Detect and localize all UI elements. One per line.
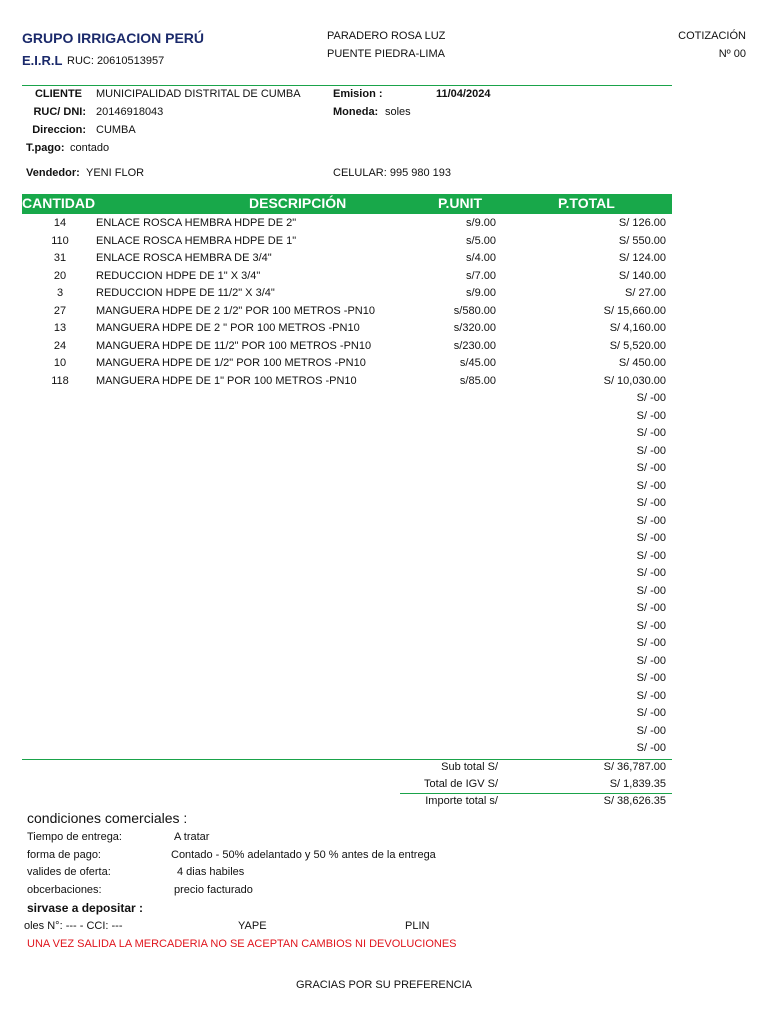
validez-value: 4 dias habiles (177, 866, 245, 878)
total-cell: S/ 550.00 (618, 234, 666, 247)
table-row (22, 444, 672, 462)
col-cantidad: CANTIDAD (22, 195, 96, 211)
table-row (22, 636, 672, 654)
document-number: Nº 00 (718, 48, 746, 60)
moneda-value: soles (385, 106, 411, 118)
tpago-label: T.pago: (26, 142, 65, 154)
conditions-title: condiciones comerciales : (27, 810, 188, 826)
table-row (22, 391, 672, 409)
table-row (22, 496, 672, 514)
total-cell: S/ 450.00 (618, 357, 666, 369)
description-cell: MANGUERA HDPE DE 1" POR 100 METROS -PN10 (96, 374, 357, 387)
total-cell: S/ -00 (636, 707, 666, 719)
total-cell: S/ 4,160.00 (609, 322, 666, 334)
qty-cell: 118 (51, 374, 69, 387)
total-cell: S/ -00 (636, 479, 666, 492)
qty-cell: 24 (53, 339, 67, 352)
table-row (22, 374, 672, 392)
total-cell: S/ -00 (636, 444, 666, 457)
total-cell: S/ 10,030.00 (603, 374, 666, 387)
description-cell: MANGUERA HDPE DE 1/2" POR 100 METROS -PN10 (96, 357, 366, 369)
col-descripcion: DESCRIPCIÓN (249, 195, 347, 211)
table-row (22, 409, 672, 427)
table-row (22, 251, 672, 269)
col-ptotal: P.TOTAL (558, 195, 615, 211)
moneda-label: Moneda: (333, 106, 379, 118)
observaciones-value: precio facturado (174, 884, 253, 896)
table-row (22, 584, 672, 602)
table-row (22, 531, 672, 549)
table-row (22, 619, 672, 637)
description-cell: REDUCCION HDPE DE 11/2" X 3/4" (96, 287, 275, 299)
col-punit: P.UNIT (438, 195, 483, 211)
table-row (22, 426, 672, 444)
unit-price-cell: s/9.00 (466, 287, 496, 299)
table-row (22, 689, 672, 707)
igv-value: S/ 1,839.35 (609, 778, 666, 790)
total-cell: S/ 15,660.00 (603, 304, 666, 317)
qty-cell: 20 (53, 269, 67, 282)
description-cell: MANGUERA HDPE DE 11/2" POR 100 METROS -PN10 (96, 339, 372, 352)
emision-value: 11/04/2024 (436, 88, 491, 100)
totals-divider (400, 793, 672, 794)
tiempo-value: A tratar (174, 831, 210, 843)
total-cell: S/ -00 (636, 392, 666, 404)
description-cell: MANGUERA HDPE DE 2 " POR 100 METROS -PN10 (96, 322, 360, 334)
description-cell: MANGUERA HDPE DE 2 1/2" POR 100 METROS -PN10 (96, 304, 375, 317)
unit-price-cell: s/9.00 (466, 217, 496, 229)
total-cell: S/ -00 (636, 654, 666, 667)
forma-pago-value: Contado - 50% adelantado y 50 % antes de la entrega (171, 849, 436, 861)
unit-price-cell: s/45.00 (459, 357, 496, 369)
total-cell: S/ -00 (636, 409, 666, 422)
total-cell: S/ 27.00 (625, 287, 666, 299)
total-cell: S/ -00 (636, 724, 666, 737)
table-row (22, 601, 672, 619)
description-cell: REDUCCION HDPE DE 1" X 3/4" (96, 269, 261, 282)
unit-price-cell: s/85.00 (459, 374, 496, 387)
yape-label: YAPE (238, 920, 267, 932)
plin-label: PLIN (405, 920, 430, 932)
total-cell: S/ -00 (636, 427, 666, 439)
table-bottom-divider (22, 759, 672, 760)
total-cell: S/ -00 (636, 549, 666, 562)
direccion-value: CUMBA (96, 124, 136, 136)
total-cell: S/ -00 (636, 584, 666, 597)
unit-price-cell: s/320.00 (453, 322, 496, 334)
total-cell: S/ -00 (636, 619, 666, 632)
company-address-1: PARADERO ROSA LUZ (327, 30, 446, 42)
total-cell: S/ -00 (636, 637, 666, 649)
deposit-title: sirvase a depositar : (27, 901, 144, 915)
table-row (22, 741, 672, 759)
qty-cell: 27 (53, 304, 67, 317)
qty-cell: 13 (53, 322, 67, 334)
table-row (22, 654, 672, 672)
subtotal-value: S/ 36,787.00 (603, 761, 666, 773)
qty-cell: 14 (53, 217, 67, 229)
header-divider (22, 85, 672, 86)
unit-price-cell: s/4.00 (466, 252, 496, 264)
document-type: COTIZACIÓN (678, 30, 746, 42)
total-cell: S/ -00 (636, 602, 666, 614)
total-cell: S/ -00 (636, 532, 666, 544)
total-cell: S/ -00 (636, 514, 666, 527)
total-cell: S/ -00 (636, 672, 666, 684)
qty-cell: 3 (56, 287, 64, 299)
unit-price-cell: s/7.00 (466, 269, 496, 282)
validez-label: valides de oferta: (27, 866, 111, 878)
unit-price-cell: s/230.00 (453, 339, 496, 352)
unit-price-cell: s/580.00 (453, 304, 496, 317)
table-header (22, 194, 672, 214)
description-cell: ENLACE ROSCA HEMBRA DE 3/4" (96, 252, 272, 264)
description-cell: ENLACE ROSCA HEMBRA HDPE DE 2" (96, 217, 297, 229)
table-row (22, 356, 672, 374)
company-ruc: RUC: 20610513957 (67, 55, 165, 67)
celular: CELULAR: 995 980 193 (333, 167, 452, 179)
tiempo-label: Tiempo de entrega: (27, 831, 122, 843)
table-row (22, 479, 672, 497)
emision-label: Emision : (333, 88, 383, 100)
total-cell: S/ 124.00 (618, 252, 666, 264)
table-row (22, 269, 672, 287)
table-row (22, 671, 672, 689)
warning-text: UNA VEZ SALIDA LA MERCADERIA NO SE ACEPTAN CAMBIOS NI DEVOLUCIONES (27, 938, 457, 950)
importe-label: Importe total s/ (425, 795, 498, 807)
description-cell: ENLACE ROSCA HEMBRA HDPE DE 1" (96, 234, 297, 247)
total-cell: S/ -00 (636, 689, 666, 702)
table-row (22, 216, 672, 234)
subtotal-label: Sub total S/ (441, 761, 498, 773)
thanks-text: GRACIAS POR SU PREFERENCIA (295, 979, 473, 991)
qty-cell: 10 (53, 357, 67, 369)
table-row (22, 724, 672, 742)
table-row (22, 566, 672, 584)
total-cell: S/ -00 (636, 497, 666, 509)
table-row (22, 461, 672, 479)
importe-value: S/ 38,626.35 (603, 795, 666, 807)
table-row (22, 234, 672, 252)
observaciones-label: obcerbaciones: (27, 884, 102, 896)
qty-cell: 31 (53, 252, 67, 264)
table-row (22, 304, 672, 322)
qty-cell: 110 (51, 234, 69, 247)
total-cell: S/ -00 (636, 462, 666, 474)
company-eirl: E.I.R.L (22, 53, 63, 68)
total-cell: S/ 5,520.00 (609, 339, 666, 352)
total-cell: S/ 126.00 (618, 217, 666, 229)
forma-pago-label: forma de pago: (27, 849, 101, 861)
table-row (22, 514, 672, 532)
tpago-value: contado (70, 142, 110, 154)
table-row (22, 549, 672, 567)
unit-price-cell: s/5.00 (466, 234, 496, 247)
total-cell: S/ 140.00 (618, 269, 666, 282)
table-row (22, 339, 672, 357)
company-address-2: PUENTE PIEDRA-LIMA (327, 48, 445, 60)
total-cell: S/ -00 (636, 567, 666, 579)
cliente-value: MUNICIPALIDAD DISTRITAL DE CUMBA (96, 88, 301, 100)
table-row (22, 286, 672, 304)
total-cell: S/ -00 (636, 742, 666, 754)
company-name: GRUPO IRRIGACION PERÚ (22, 30, 205, 46)
vendedor-value: YENI FLOR (86, 167, 145, 179)
cliente-label: CLIENTE (34, 88, 82, 100)
cuenta-info: oles N°: --- - CCI: --- (24, 920, 123, 932)
igv-label: Total de IGV S/ (424, 778, 498, 790)
direccion-label: Direccion: (32, 124, 86, 136)
ruc-dni-label: RUC/ DNI: (33, 106, 86, 118)
table-row (22, 321, 672, 339)
table-row (22, 706, 672, 724)
vendedor-label: Vendedor: (26, 167, 80, 179)
ruc-dni-value: 20146918043 (96, 106, 164, 118)
